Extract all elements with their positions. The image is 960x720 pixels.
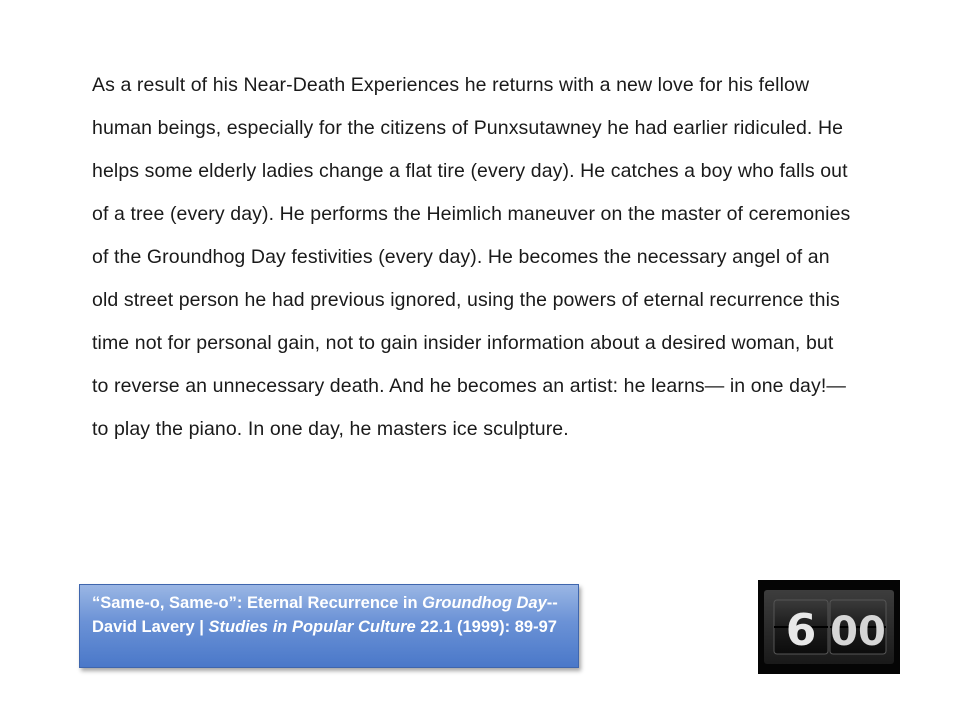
clock-hour: 6 <box>785 605 817 656</box>
flip-clock-image <box>758 580 900 674</box>
citation-journal: Studies in Popular Culture <box>208 618 416 636</box>
flip-clock-icon <box>758 580 900 674</box>
citation-issue: 22.1 (1999): 89-97 <box>415 618 557 636</box>
citation-film-title: Groundhog Day <box>422 594 547 612</box>
citation-title-start: “Same-o, Same-o”: Eternal Recurrence in <box>92 594 423 612</box>
clock-minutes: 00 <box>830 609 886 655</box>
citation-box <box>79 584 579 668</box>
citation-author: --David Lavery | <box>92 594 558 636</box>
body-paragraph: As a result of his Near-Death Experiences he returns with a new love for his fellow human beings, especially for the citizens of Punxsutawney he had earlier ridiculed. He helps some elderly ladies change a flat tire (every day). He catches a boy who falls out of a tree (every day). He performs the Heimlich maneuver on the master of ceremonies of the Groundhog Day festivities (every day). He becomes the necessary angel of an old street person he had previous ignored, using the powers of eternal recurrence this time not for personal gain, not to gain insider information about a desired woman, but to reverse an unnecessary death. And he becomes an artist: he learns— in one day!—to play the piano. In one day, he masters ice sculpture. <box>92 74 851 440</box>
